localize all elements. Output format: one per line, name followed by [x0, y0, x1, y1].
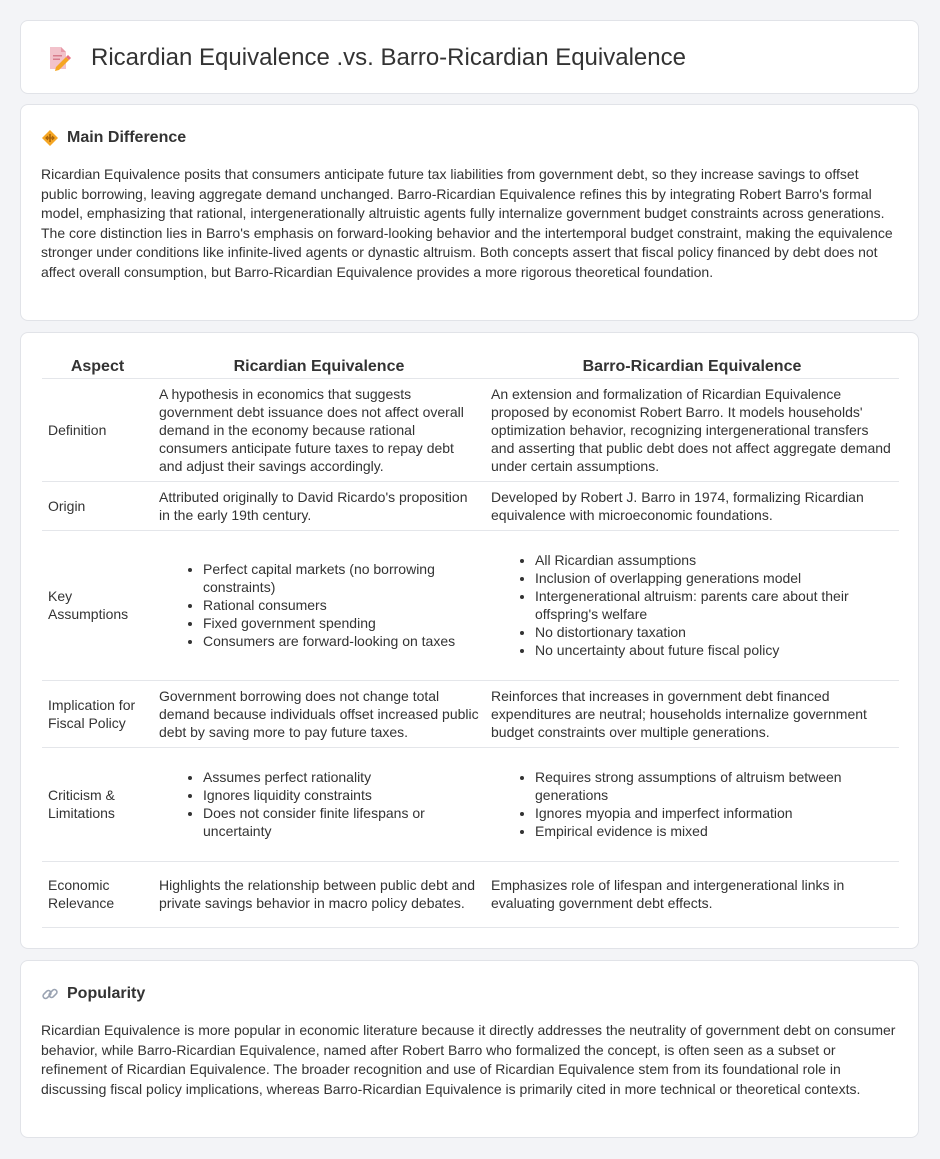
barro-cell: Emphasizes role of lifespan and intergenerational links in evaluating government debt effects.	[485, 861, 899, 927]
list-item: • Rational consumers	[203, 596, 479, 614]
list-item: • Requires strong assumptions of altruism between generations	[535, 768, 893, 804]
list-item: • Ignores myopia and imperfect information	[535, 804, 893, 822]
diamond-arrows-icon	[41, 129, 59, 147]
main-difference-heading	[41, 129, 186, 147]
list-item: • Assumes perfect rationality	[203, 768, 479, 786]
table-row	[42, 861, 899, 927]
list-item: • All Ricardian assumptions	[535, 551, 893, 569]
list-item: • Inclusion of overlapping generations model	[535, 569, 893, 587]
table-row	[42, 747, 899, 861]
aspect-cell: Definition	[42, 378, 153, 481]
main-difference-text: Ricardian Equivalence posits that consumers anticipate future tax liabilities from government debt, so they increase savings to offset public borrowing, leaving aggregate demand unchanged. Barro-Ricardian Equivalence refines this by integrating Robert Barro's formal model, emphasizing that rational, intergenerationally altruistic agents fully internalize government budget constraints across generations. The core distinction lies in Barro's emphasis on forward-looking behavior and the intertemporal budget constraint, making the equivalence stronger under conditions like infinite-lived agents or dynastic altruism. Both concepts assert that fiscal policy financed by debt does not affect overall consumption, but Barro-Ricardian Equivalence provides a more rigorous theoretical foundation.	[41, 166, 893, 280]
aspect-cell: Key Assumptions	[42, 530, 153, 680]
document-pencil-icon	[47, 45, 71, 71]
barro-cell: Developed by Robert J. Barro in 1974, formalizing Ricardian equivalence with microeconomic foundations.	[485, 481, 899, 530]
popularity-heading-text: Popularity	[67, 985, 146, 1002]
header-ricardian: Ricardian Equivalence	[153, 350, 485, 378]
table-row	[42, 481, 899, 530]
comparison-table-card	[20, 332, 919, 949]
barro-cell	[485, 747, 899, 861]
ricardian-cell: Attributed originally to David Ricardo's proposition in the early 19th century.	[153, 481, 485, 530]
barro-cell: Reinforces that increases in government debt financed expenditures are neutral; households internalize government budget constraints over multiple generations.	[485, 680, 899, 747]
aspect-cell: Origin	[42, 481, 153, 530]
page-title: Ricardian Equivalence .vs. Barro-Ricardian Equivalence	[91, 44, 686, 71]
ricardian-cell: Government borrowing does not change total demand because individuals offset increased public debt by saving more to pay future taxes.	[153, 680, 485, 747]
aspect-cell: Criticism & Limitations	[42, 747, 153, 861]
ricardian-cell	[153, 530, 485, 680]
main-difference-heading-text: Main Difference	[67, 129, 187, 146]
list-item: • Ignores liquidity constraints	[203, 786, 479, 804]
barro-criticism-list	[491, 768, 893, 840]
comparison-table	[42, 350, 899, 928]
table-row	[42, 530, 899, 680]
barro-cell	[485, 530, 899, 680]
table-header-row	[42, 350, 899, 378]
main-difference-card	[20, 104, 919, 321]
popularity-heading	[41, 985, 145, 1003]
popularity-card	[20, 960, 919, 1138]
header-card	[20, 20, 919, 94]
ricardian-assumptions-list	[159, 560, 479, 650]
list-item: • Fixed government spending	[203, 614, 479, 632]
barro-cell: An extension and formalization of Ricardian Equivalence proposed by economist Robert Barro. It models households' optimization behavior, recognizing intergenerational transfers and asserting that public debt does not affect aggregate demand under certain assumptions.	[485, 378, 899, 481]
header-aspect: Aspect	[42, 350, 153, 378]
ricardian-cell: A hypothesis in economics that suggests government debt issuance does not affect overall demand in the economy because rational consumers anticipate future taxes to repay debt and adjust their savings accordingly.	[153, 378, 485, 481]
ricardian-cell	[153, 747, 485, 861]
list-item: • No uncertainty about future fiscal policy	[535, 641, 893, 659]
list-item: • No distortionary taxation	[535, 623, 893, 641]
ricardian-cell: Highlights the relationship between public debt and private savings behavior in macro policy debates.	[153, 861, 485, 927]
aspect-cell: Economic Relevance	[42, 861, 153, 927]
table-row	[42, 378, 899, 481]
aspect-cell: Implication for Fiscal Policy	[42, 680, 153, 747]
list-item: • Intergenerational altruism: parents care about their offspring's welfare	[535, 587, 893, 623]
table-row	[42, 680, 899, 747]
popularity-text: Ricardian Equivalence is more popular in economic literature because it directly addresses the neutrality of government debt on consumer behavior, while Barro-Ricardian Equivalence, named after Robert Barro who formalized the concept, is often seen as a subset or refinement of Ricardian Equivalence. The broader recognition and use of Ricardian Equivalence stem from its foundational role in discussing fiscal policy implications, whereas Barro-Ricardian Equivalence is primarily cited in more technical or theoretical contexts.	[41, 1022, 896, 1097]
list-item: • Perfect capital markets (no borrowing constraints)	[203, 560, 479, 596]
list-item: • Empirical evidence is mixed	[535, 822, 893, 840]
list-item: • Consumers are forward-looking on taxes	[203, 632, 479, 650]
ricardian-criticism-list	[159, 768, 479, 840]
list-item: • Does not consider finite lifespans or uncertainty	[203, 804, 479, 840]
link-icon	[41, 985, 59, 1003]
barro-assumptions-list	[491, 551, 893, 659]
header-barro: Barro-Ricardian Equivalence	[485, 350, 899, 378]
